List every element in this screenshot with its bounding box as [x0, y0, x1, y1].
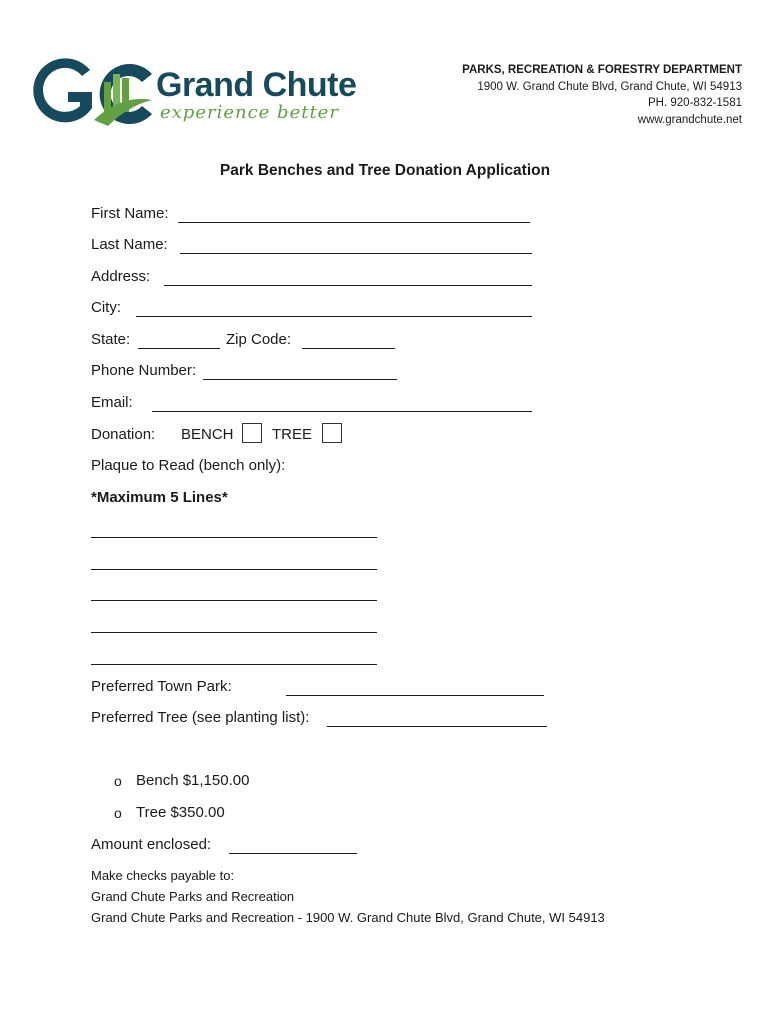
bench-option-label: BENCH — [181, 426, 234, 443]
email-label: Email: — [91, 394, 133, 411]
plaque-line-4[interactable] — [91, 632, 377, 633]
state-field[interactable] — [138, 348, 220, 349]
address-label: Address: — [91, 268, 151, 285]
amount-enclosed-label: Amount enclosed: — [91, 836, 212, 853]
logo-title: Grand Chute — [156, 66, 357, 104]
first-name-label: First Name: — [91, 205, 169, 222]
plaque-line-3[interactable] — [91, 600, 377, 601]
bench-price-bullet: o — [114, 773, 122, 789]
amount-enclosed-field[interactable] — [229, 853, 357, 854]
department-website: www.grandchute.net — [637, 113, 742, 126]
logo-tagline: experience better — [160, 102, 339, 123]
tree-option-label: TREE — [272, 426, 313, 443]
plaque-line-5[interactable] — [91, 664, 377, 665]
address-field[interactable] — [164, 285, 532, 286]
gc-monogram-icon — [24, 48, 164, 133]
checks-payable-heading: Make checks payable to: — [91, 868, 235, 883]
plaque-label: Plaque to Read (bench only): — [91, 457, 286, 474]
checks-payable-name: Grand Chute Parks and Recreation — [91, 889, 295, 904]
bench-checkbox[interactable] — [242, 423, 262, 443]
department-address: 1900 W. Grand Chute Blvd, Grand Chute, WI 54913 — [477, 80, 742, 93]
donation-label: Donation: — [91, 426, 156, 443]
city-label: City: — [91, 299, 121, 316]
city-field[interactable] — [136, 316, 532, 317]
checks-payable-address: Grand Chute Parks and Recreation - 1900 W. Grand Chute Blvd, Grand Chute, WI 54913 — [91, 910, 605, 925]
tree-checkbox[interactable] — [322, 423, 342, 443]
tree-price: Tree $350.00 — [136, 804, 225, 821]
state-label: State: — [91, 331, 131, 348]
bench-price: Bench $1,150.00 — [136, 772, 250, 789]
last-name-label: Last Name: — [91, 236, 168, 253]
zip-code-field[interactable] — [302, 348, 395, 349]
preferred-park-label: Preferred Town Park: — [91, 678, 232, 695]
plaque-line-2[interactable] — [91, 569, 377, 570]
form-title: Park Benches and Tree Donation Application — [219, 162, 551, 179]
tree-price-bullet: o — [114, 805, 122, 821]
plaque-line-1[interactable] — [91, 537, 377, 538]
email-field[interactable] — [152, 411, 532, 412]
zip-code-label: Zip Code: — [226, 331, 292, 348]
max-lines-note: *Maximum 5 Lines* — [91, 489, 228, 506]
phone-field[interactable] — [203, 379, 397, 380]
department-contact-block — [462, 62, 742, 128]
preferred-park-field[interactable] — [286, 695, 544, 696]
first-name-field[interactable] — [178, 222, 530, 223]
preferred-tree-field[interactable] — [327, 726, 547, 727]
department-name: PARKS, RECREATION & FORESTRY DEPARTMENT — [462, 64, 742, 76]
preferred-tree-label: Preferred Tree (see planting list): — [91, 709, 310, 726]
last-name-field[interactable] — [180, 253, 532, 254]
department-phone: PH. 920-832-1581 — [648, 97, 742, 109]
phone-label: Phone Number: — [91, 362, 197, 379]
grand-chute-logo — [24, 48, 364, 133]
